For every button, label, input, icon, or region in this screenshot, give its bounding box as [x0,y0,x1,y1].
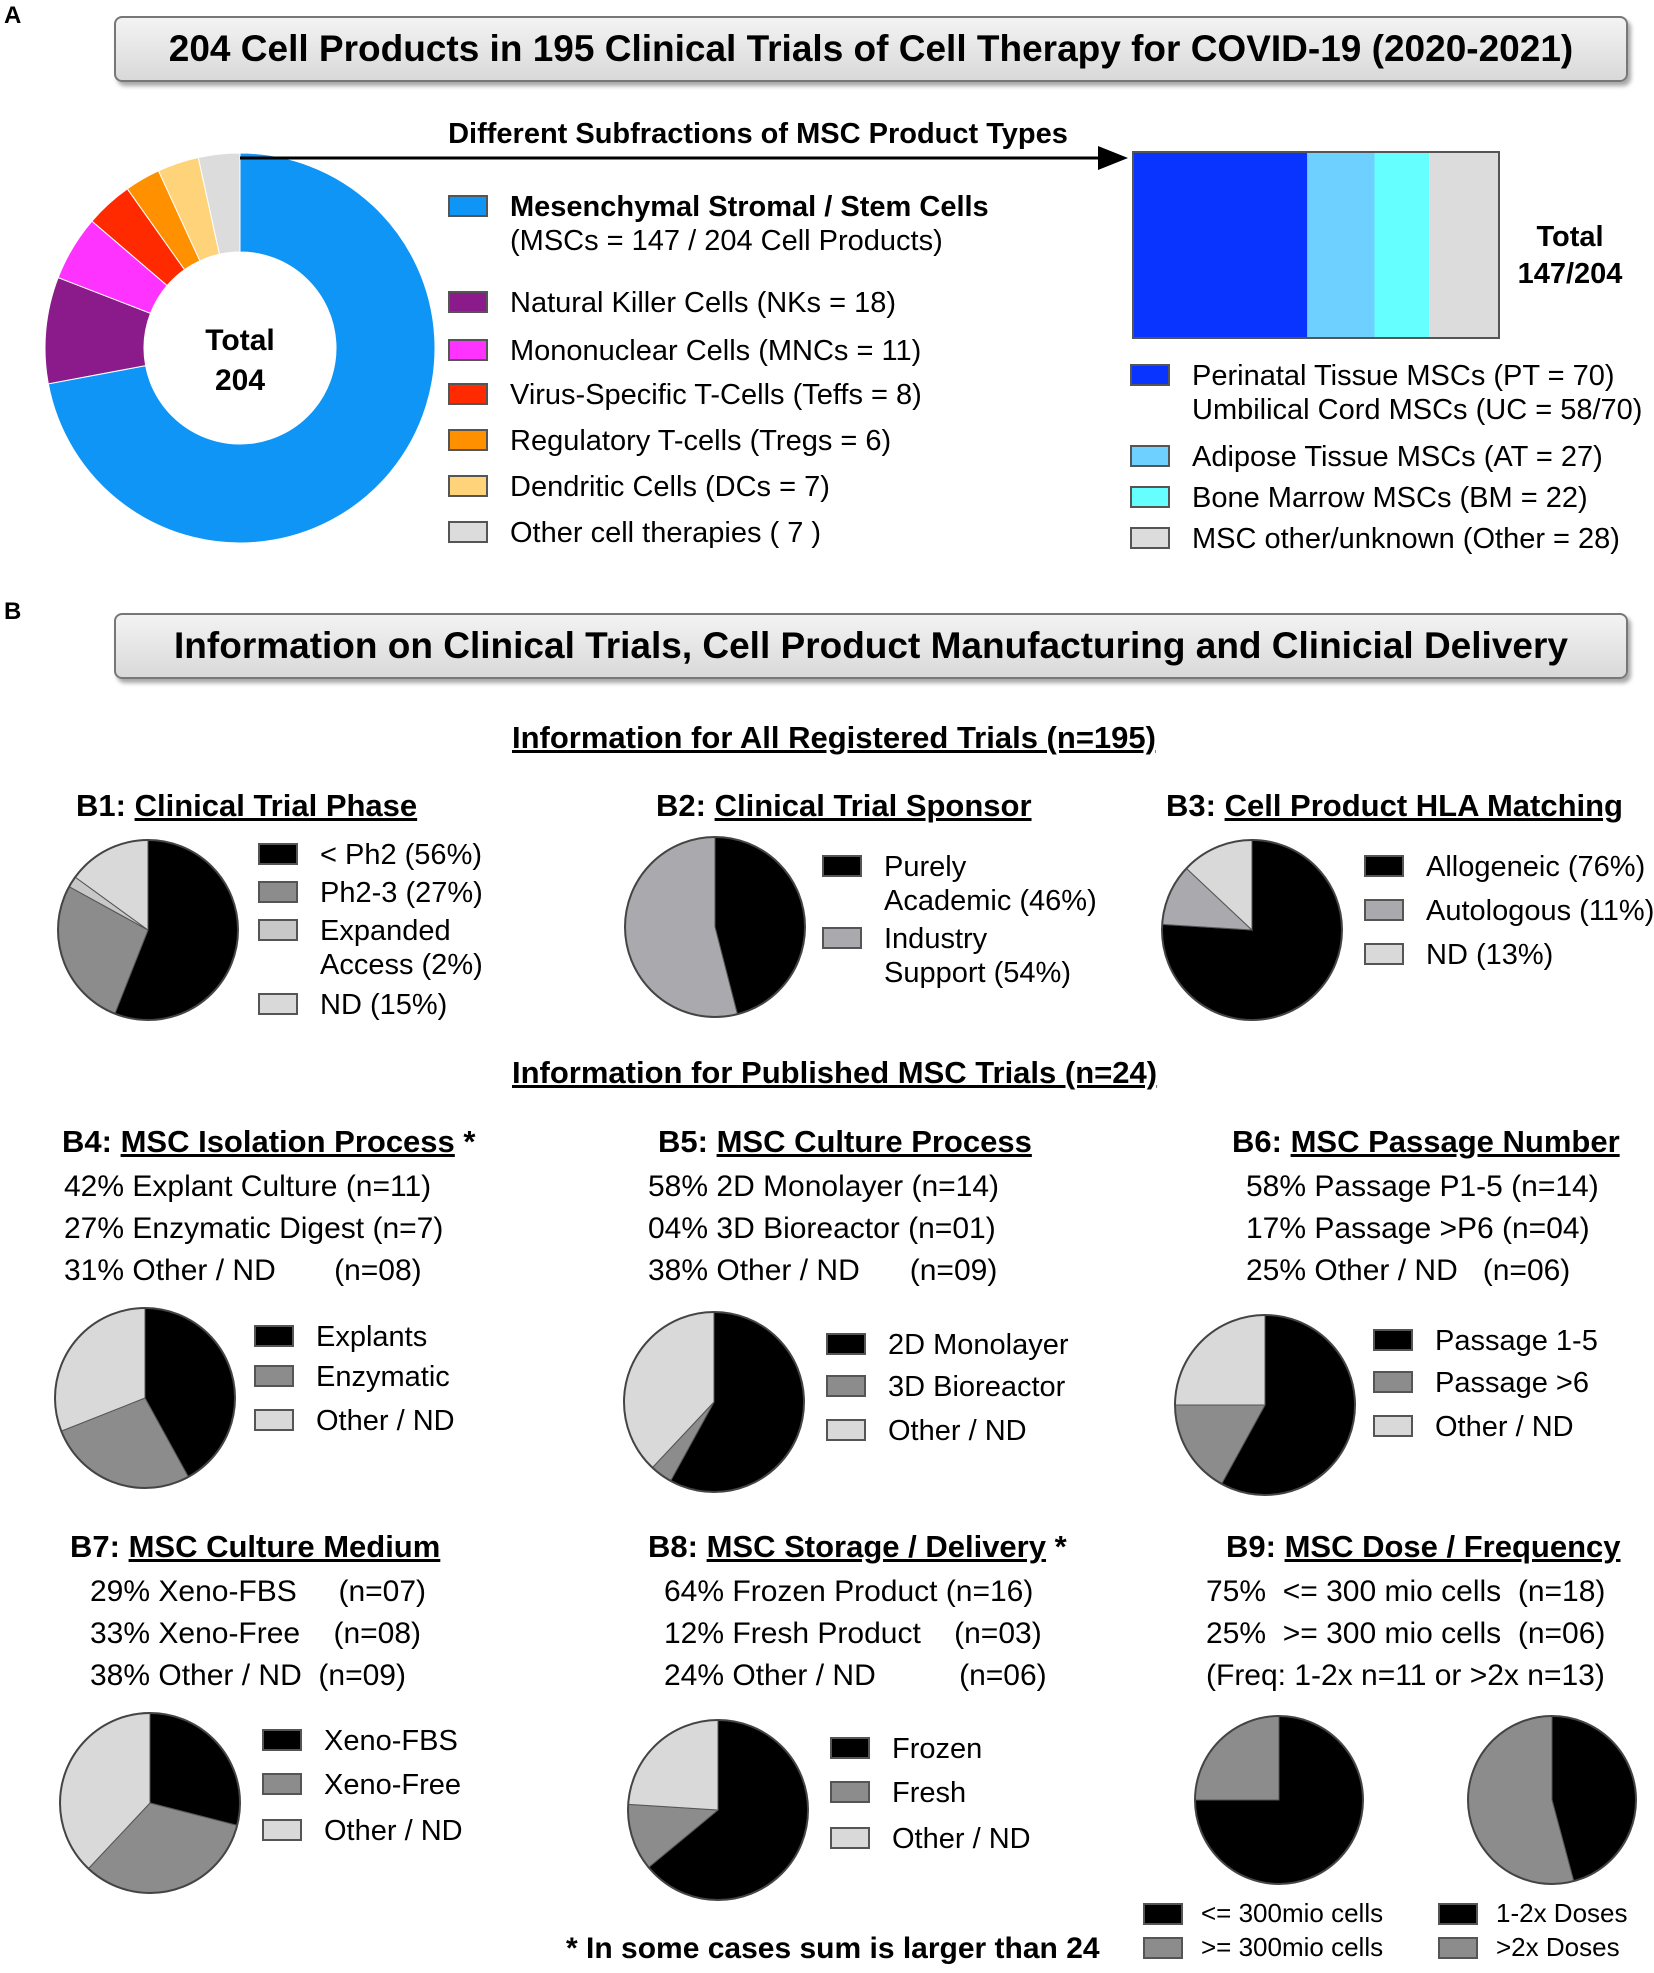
legend-swatch-at [1130,445,1170,467]
b3-legend-swatch [1364,899,1404,921]
bar-total-label-1: Total [1536,221,1604,253]
legend-mnc-label: Mononuclear Cells (MNCs = 11) [510,335,922,367]
b6-legend-label [1435,1324,1598,1358]
b4-legend-item [254,1320,427,1354]
b2-legend-swatch [822,855,862,877]
b9-dose-legend-swatch [1143,1903,1183,1925]
b6-legend-line: Other / ND [1435,1411,1574,1443]
b3-legend-label [1426,894,1654,928]
legend-msc [448,190,989,258]
bar-segment-bm [1375,152,1430,338]
b2-legend-line: Industry [884,923,988,955]
b3-legend-line: Autologous (11%) [1426,895,1654,927]
b6-legend-item [1373,1410,1574,1444]
b6-legend-label [1435,1366,1589,1400]
b2-title-prefix: B2: [656,788,706,823]
b1-legend-label [320,988,447,1022]
b7-legend-line: Xeno-FBS [324,1725,458,1757]
b9-dose-legend-item [1143,1898,1383,1928]
b6-legend-swatch [1373,1415,1413,1437]
panel-letter-b: B [4,598,22,625]
b6-pie-slice-2 [1175,1315,1265,1405]
b7-legend-item [262,1724,458,1758]
b5-legend-item [826,1370,1065,1404]
b3-legend-swatch [1364,855,1404,877]
b6-title [1232,1124,1620,1160]
legend-vst [448,378,922,412]
b7-legend-swatch [262,1819,302,1841]
bar-segment-pt [1133,152,1307,338]
b2-legend-line: Academic (46%) [884,885,1097,917]
b5-legend-item [826,1414,1027,1448]
b2-legend-line: Support (54%) [884,957,1071,989]
b9-dose-pie-slice-1 [1195,1716,1279,1800]
b1-legend-item [258,876,483,910]
b5-stat-line: 58% 2D Monolayer (n=14) [648,1170,1000,1203]
b3-legend-label [1426,938,1553,972]
b8-legend-label [892,1776,966,1810]
b3-legend-line: ND (13%) [1426,939,1554,971]
b7-legend-item [262,1768,461,1802]
b1-legend-line: < Ph2 (56%) [320,839,483,871]
legend-swatch-bm [1130,486,1170,508]
legend-bm [1130,481,1588,515]
b9-freq-legend-swatch [1438,1937,1478,1959]
footnote: * In some cases sum is larger than 24 [566,1932,1100,1965]
b4-title-prefix: B4: [62,1124,112,1159]
b5-title-prefix: B5: [658,1124,708,1159]
b5-title [658,1124,1032,1160]
b6-stat-line: 17% Passage >P6 (n=04) [1246,1212,1590,1245]
b7-legend-swatch [262,1773,302,1795]
legend-pt-label: Perinatal Tissue MSCs (PT = 70) [1192,360,1615,392]
b6-stat-line: 58% Passage P1-5 (n=14) [1246,1170,1599,1203]
b1-pie [54,836,242,1024]
b7-legend-label [324,1724,458,1758]
b1-legend-line: Expanded [320,915,451,947]
b7-stat-line: 33% Xeno-Free (n=08) [90,1617,422,1650]
legend-swatch-msc-other [1130,527,1170,549]
b9-dose-legend-item [1143,1932,1383,1962]
b3-legend-line: Allogeneic (76%) [1426,851,1646,883]
donut-center-label-2: 204 [214,364,266,397]
b4-title [62,1124,475,1160]
b6-legend-item [1373,1366,1589,1400]
b5-stat-line: 38% Other / ND (n=09) [648,1254,998,1287]
b8-legend-swatch [830,1827,870,1849]
b5-legend-line: 2D Monolayer [888,1329,1069,1361]
panel-a-title: 204 Cell Products in 195 Clinical Trials of Cell Therapy for COVID-19 (2020-2021) [114,16,1628,82]
b9-freq-legend-swatch [1438,1903,1478,1925]
b1-legend-item [258,988,447,1022]
b1-legend-item [258,914,483,982]
b1-legend-label [320,876,483,910]
b7-legend-label [324,1814,463,1848]
b1-legend-label [320,838,482,872]
b6-legend-line: Passage 1-5 [1435,1325,1598,1357]
b5-legend-item [826,1328,1069,1362]
b4-legend-item [254,1404,455,1438]
legend-swatch-treg [448,429,488,451]
b9-freq-legend-label: 1-2x Doses [1496,1898,1628,1928]
b8-legend-label [892,1822,1031,1856]
b1-title [76,788,417,824]
b4-legend-label [316,1360,450,1394]
legend-swatch-pt [1130,364,1170,386]
panel-b-title: Information on Clinical Trials, Cell Product Manufacturing and Clinicial Delivery [114,613,1628,679]
bar-total-label-2: 147/204 [1517,258,1623,290]
bar-segment-other [1429,152,1499,338]
legend-pt [1130,359,1642,427]
b8-legend-swatch [830,1737,870,1759]
arrow-label: Different Subfractions of MSC Product Types [448,118,1068,150]
b4-legend-line: Other / ND [316,1405,455,1437]
b9-dose-legend-label: <= 300mio cells [1201,1898,1384,1928]
b5-pie [620,1308,808,1496]
b5-legend-line: Other / ND [888,1415,1027,1447]
b4-legend-swatch [254,1325,294,1347]
b9-dose-legend-swatch [1143,1937,1183,1959]
b9-stat-line: (Freq: 1-2x n=11 or >2x n=13) [1206,1659,1605,1692]
b8-title-prefix: B8: [648,1529,698,1564]
b9-stat-line: 75% <= 300 mio cells (n=18) [1206,1575,1606,1608]
b8-legend-line: Fresh [892,1777,967,1809]
b7-title-prefix: B7: [70,1529,120,1564]
b7-legend-label [324,1768,461,1802]
b4-legend-label [316,1320,427,1354]
b6-legend-label [1435,1410,1574,1444]
b8-stat-line: 12% Fresh Product (n=03) [664,1617,1042,1650]
b6-legend-swatch [1373,1329,1413,1351]
b3-legend-item [1364,894,1654,928]
b4-legend-swatch [254,1365,294,1387]
b4-title-suffix: * [454,1124,476,1159]
b2-legend-line: Purely [884,851,967,883]
b5-legend-label [888,1328,1069,1362]
legend-msc-other-label: MSC other/unknown (Other = 28) [1192,523,1620,555]
b4-legend-label [316,1404,455,1438]
b9-freq-pie [1464,1712,1640,1888]
b5-legend-swatch [826,1333,866,1355]
b3-legend-label [1426,850,1645,884]
b7-legend-line: Xeno-Free [324,1769,462,1801]
b2-legend-label [884,922,1071,990]
b7-stat-line: 29% Xeno-FBS (n=07) [90,1575,427,1608]
legend-at [1130,440,1603,474]
b2-title [656,788,1032,824]
b5-title-text: MSC Culture Process [716,1124,1032,1159]
legend-dc-label: Dendritic Cells (DCs = 7) [510,471,830,503]
b9-title [1226,1529,1621,1565]
legend-swatch-vst [448,383,488,405]
b3-legend-item [1364,850,1645,884]
b8-pie [624,1716,812,1904]
b7-title-text: MSC Culture Medium [128,1529,441,1564]
b8-stat-line: 24% Other / ND (n=06) [664,1659,1047,1692]
legend-nk [448,286,896,320]
legend-msc-other [1130,522,1620,556]
b7-legend-item [262,1814,463,1848]
published-trials-heading: Information for Published MSC Trials (n=24) [512,1055,1158,1090]
b8-title [648,1529,1067,1565]
b3-legend-item [1364,938,1553,972]
b8-legend-item [830,1822,1031,1856]
b7-title [70,1529,440,1565]
legend-swatch-mnc [448,339,488,361]
b3-title [1166,788,1623,824]
b4-title-text: MSC Isolation Process [120,1124,455,1159]
b9-stat-line: 25% >= 300 mio cells (n=06) [1206,1617,1606,1650]
donut-center-label-1: Total [205,324,275,357]
b1-legend-item [258,838,482,872]
legend-other [448,516,821,550]
b1-legend-swatch [258,993,298,1015]
legend-vst-label: Virus-Specific T-Cells (Teffs = 8) [510,379,922,411]
b4-pie [51,1304,239,1492]
b8-legend-line: Frozen [892,1733,983,1765]
b4-legend-item [254,1360,450,1394]
b2-pie [621,833,809,1021]
b7-stat-line: 38% Other / ND (n=09) [90,1659,406,1692]
b8-legend-line: Other / ND [892,1823,1031,1855]
b5-legend-label [888,1414,1027,1448]
b2-legend-swatch [822,927,862,949]
b9-dose-pie [1191,1712,1367,1888]
legend-swatch-msc [448,195,488,217]
b6-stat-line: 25% Other / ND (n=06) [1246,1254,1571,1287]
legend-at-label: Adipose Tissue MSCs (AT = 27) [1192,441,1603,473]
b5-stat-line: 04% 3D Bioreactor (n=01) [648,1212,996,1245]
b4-stat-line: 42% Explant Culture (n=11) [64,1170,432,1203]
b9-dose-legend-label: >= 300mio cells [1201,1932,1384,1962]
panel-letter-a: A [4,2,22,29]
b3-title-text: Cell Product HLA Matching [1224,788,1623,823]
b6-title-prefix: B6: [1232,1124,1282,1159]
legend-msc-sub: (MSCs = 147 / 204 Cell Products) [510,225,943,257]
b3-title-prefix: B3: [1166,788,1216,823]
b9-freq-legend-item [1438,1898,1628,1928]
b8-legend-swatch [830,1781,870,1803]
b1-legend-line: Access (2%) [320,949,483,981]
msc-subfraction-bar [1133,152,1499,338]
b1-legend-line: ND (15%) [320,989,448,1021]
b5-legend-swatch [826,1419,866,1441]
legend-mnc [448,334,921,368]
b3-legend-swatch [1364,943,1404,965]
legend-swatch-nk [448,291,488,313]
b8-title-text: MSC Storage / Delivery [706,1529,1046,1564]
b7-legend-swatch [262,1729,302,1751]
legend-msc-label: Mesenchymal Stromal / Stem Cells [510,191,989,223]
b8-legend-item [830,1776,966,1810]
b8-legend-item [830,1732,982,1766]
b8-stat-line: 64% Frozen Product (n=16) [664,1575,1034,1608]
b6-legend-item [1373,1324,1598,1358]
legend-nk-label: Natural Killer Cells (NKs = 18) [510,287,896,319]
b6-pie [1171,1311,1359,1499]
b6-legend-swatch [1373,1371,1413,1393]
legend-treg [448,424,891,458]
legend-other-label: Other cell therapies ( 7 ) [510,517,822,549]
b1-legend-label [320,914,483,982]
b5-legend-label [888,1370,1065,1404]
b1-legend-line: Ph2-3 (27%) [320,877,483,909]
b9-freq-legend-item [1438,1932,1620,1962]
b4-legend-line: Explants [316,1321,428,1353]
b7-legend-line: Other / ND [324,1815,463,1847]
b2-title-text: Clinical Trial Sponsor [714,788,1032,823]
b9-title-prefix: B9: [1226,1529,1276,1564]
b2-legend-item [822,850,1097,918]
arrow-head [1098,146,1128,170]
b7-pie [56,1709,244,1897]
b5-legend-line: 3D Bioreactor [888,1371,1066,1403]
b8-pie-slice-2 [628,1720,718,1810]
b4-stat-line: 27% Enzymatic Digest (n=7) [64,1212,444,1245]
b2-legend-label [884,850,1097,918]
bar-segment-at [1307,152,1374,338]
b8-title-suffix: * [1045,1529,1067,1564]
b1-legend-swatch [258,919,298,941]
b4-legend-line: Enzymatic [316,1361,450,1393]
legend-swatch-other [448,521,488,543]
legend-swatch-dc [448,475,488,497]
b6-title-text: MSC Passage Number [1290,1124,1620,1159]
legend-bm-label: Bone Marrow MSCs (BM = 22) [1192,482,1588,514]
all-trials-heading: Information for All Registered Trials (n=195) [512,720,1156,755]
legend-treg-label: Regulatory T-cells (Tregs = 6) [510,425,892,457]
b1-legend-swatch [258,881,298,903]
b5-legend-swatch [826,1375,866,1397]
b1-title-text: Clinical Trial Phase [134,788,418,823]
legend-uc-label: Umbilical Cord MSCs (UC = 58/70) [1192,394,1643,426]
b3-pie [1158,836,1346,1024]
b1-title-prefix: B1: [76,788,126,823]
b9-title-text: MSC Dose / Frequency [1284,1529,1621,1564]
b1-legend-swatch [258,843,298,865]
b4-stat-line: 31% Other / ND (n=08) [64,1254,422,1287]
b2-legend-item [822,922,1071,990]
b9-freq-legend-label: >2x Doses [1496,1932,1620,1962]
b8-legend-label [892,1732,982,1766]
legend-dc [448,470,830,504]
b4-legend-swatch [254,1409,294,1431]
b6-legend-line: Passage >6 [1435,1367,1589,1399]
